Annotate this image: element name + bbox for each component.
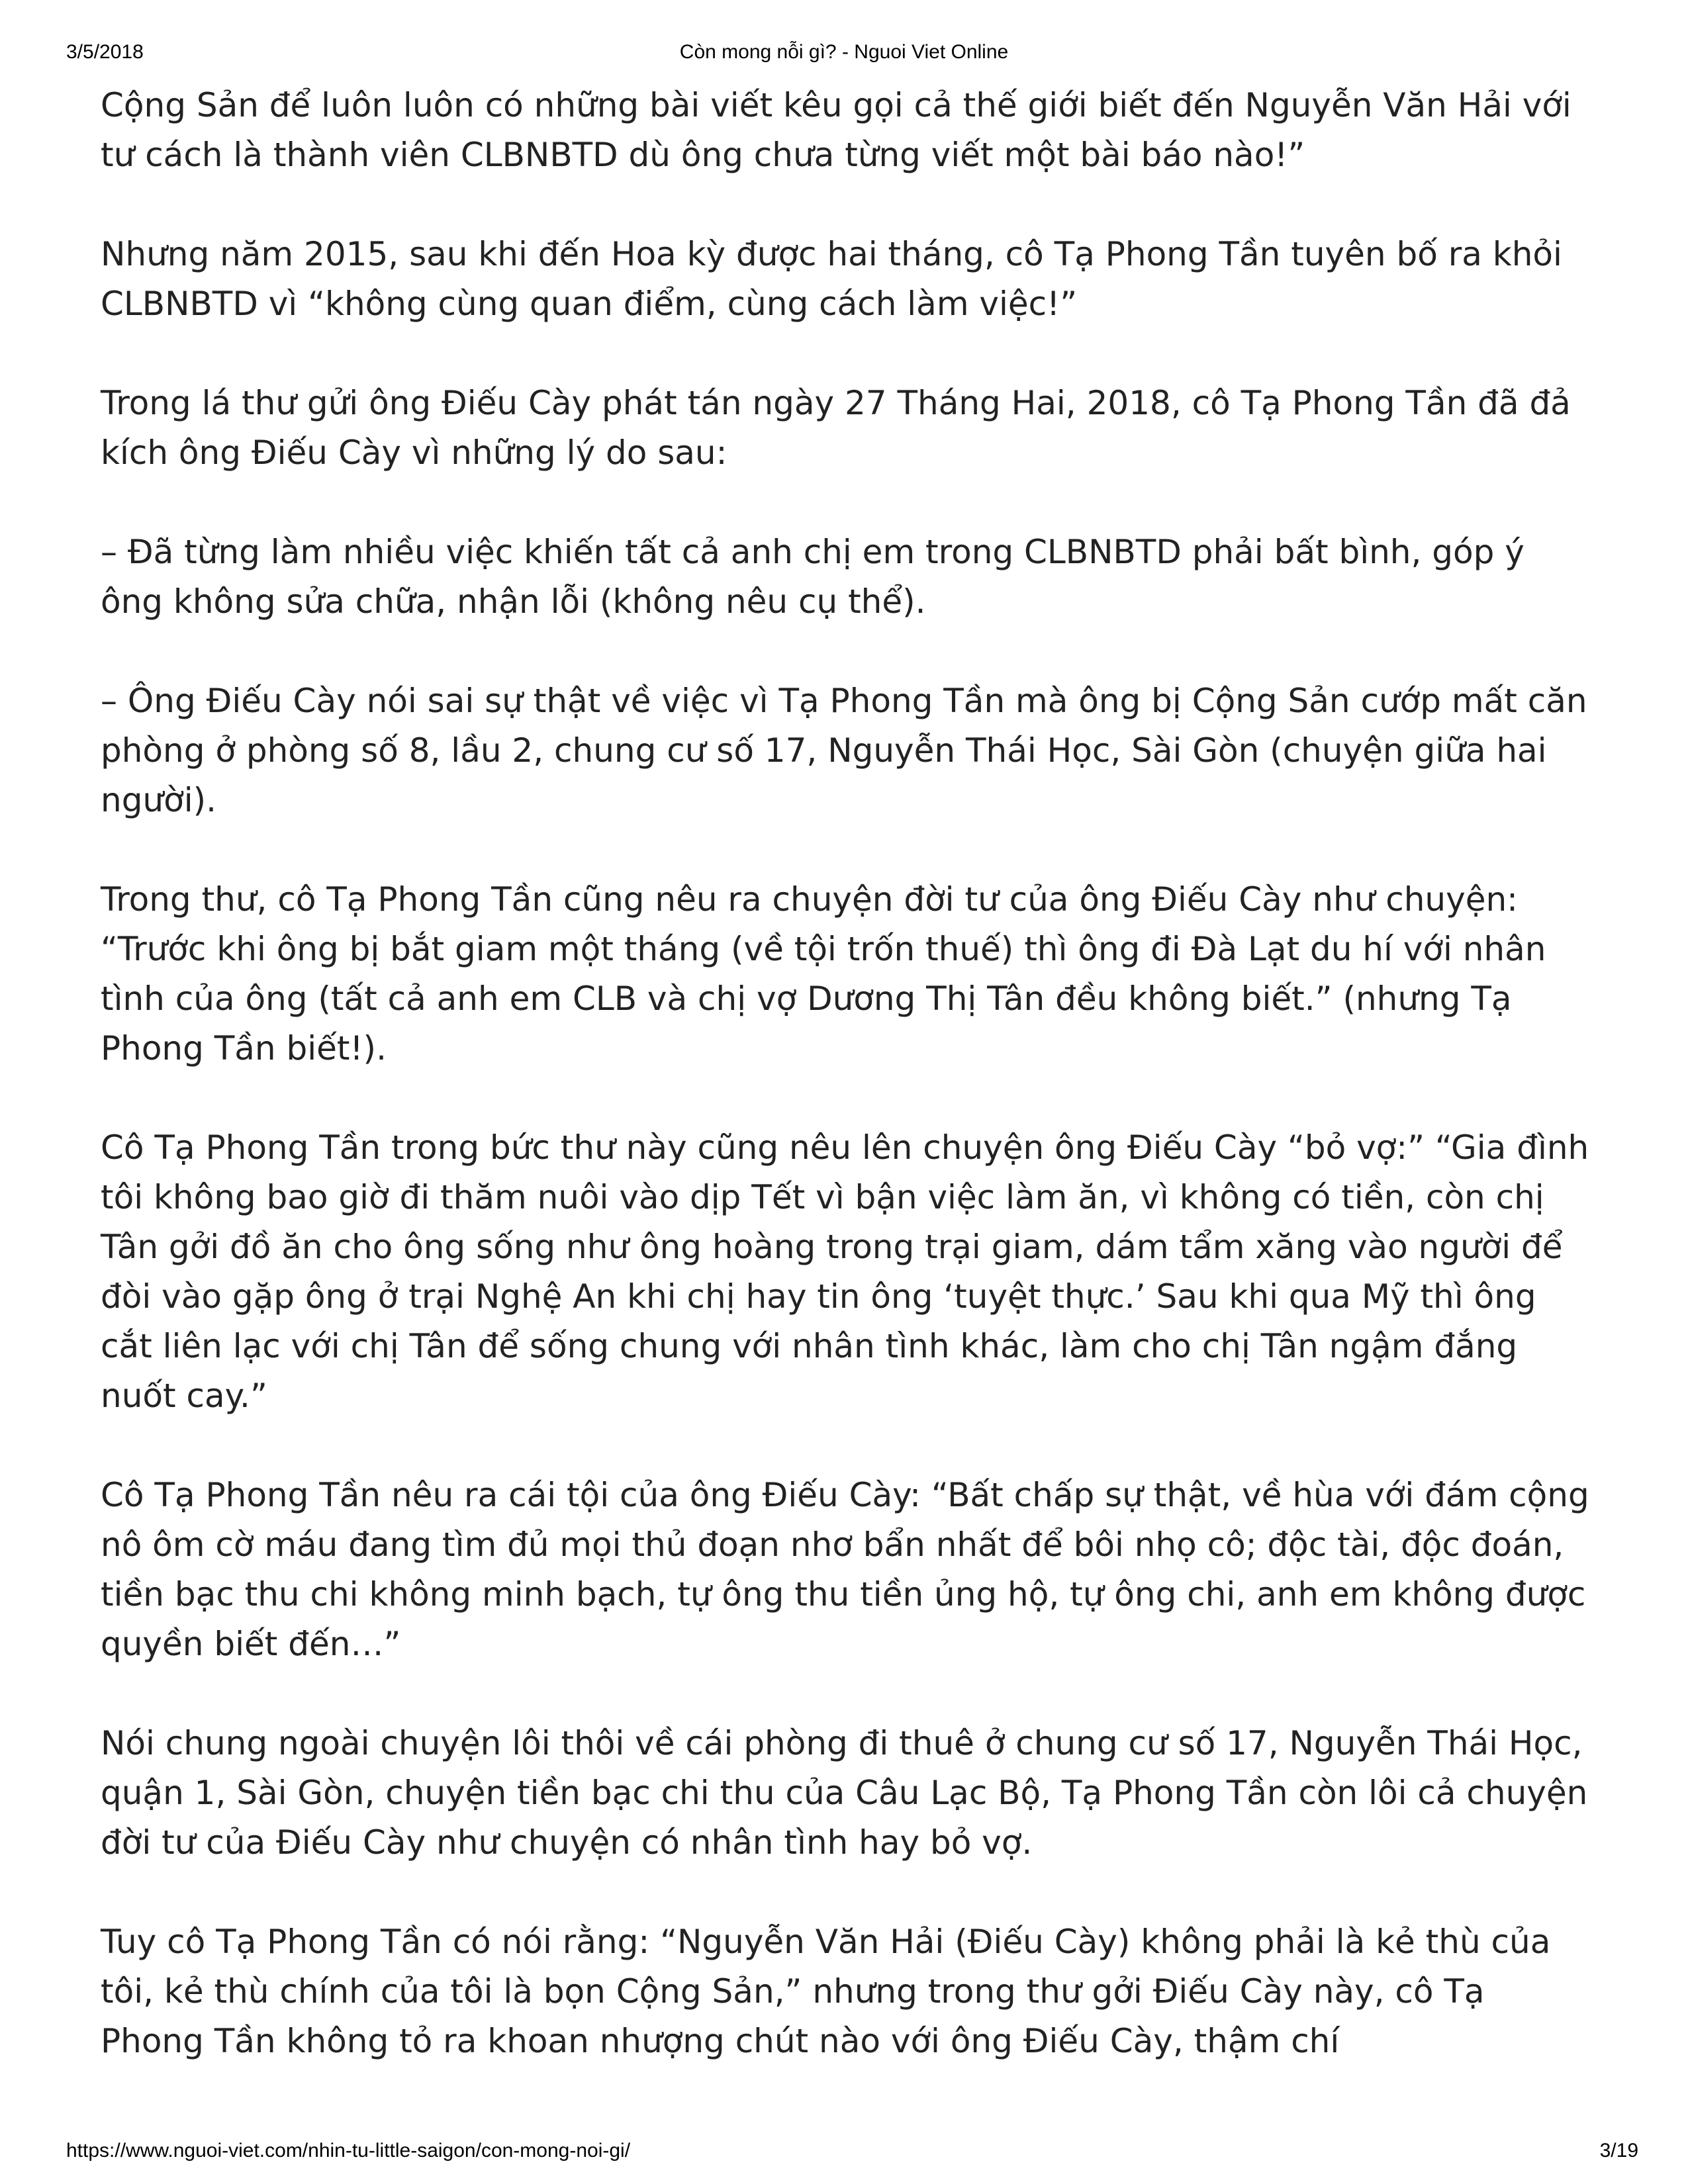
print-date: 3/5/2018	[66, 41, 144, 63]
page-number: 3/19	[1599, 2140, 1638, 2161]
print-header	[0, 41, 1688, 68]
print-footer	[0, 2140, 1688, 2166]
article-body	[101, 81, 1597, 2116]
page-url: https://www.nguoi-viet.com/nhin-tu-little-saigon/con-mong-noi-gi/	[66, 2140, 631, 2161]
article-paragraph: Cô Tạ Phong Tần trong bức thư này cũng nêu lên chuyện ông Điếu Cày “bỏ vợ:” “Gia đình tôi không bao giờ đi thăm nuôi vào dịp Tết vì bận việc làm ăn, vì không có tiền, còn chị Tân gởi đồ ăn cho ông sống như ông hoàng trong trại giam, dám tẩm xăng vào người để đòi vào gặp ông ở trại Nghệ An khi chị hay tin ông ‘tuyệt thực.’ Sau khi qua Mỹ thì ông cắt liên lạc với chị Tân để sống chung với nhân tình khác, làm cho chị Tân ngậm đắng nuốt cay.”	[101, 1128, 1589, 1415]
article-paragraph: – Ông Điếu Cày nói sai sự thật về việc vì Tạ Phong Tần mà ông bị Cộng Sản cướp mất căn phòng ở phòng số 8, lầu 2, chung cư số 17, Nguyễn Thái Học, Sài Gòn (chuyện giữa hai người).	[101, 682, 1587, 819]
article-paragraph: Nói chung ngoài chuyện lôi thôi về cái phòng đi thuê ở chung cư số 17, Nguyễn Thái Học, quận 1, Sài Gòn, chuyện tiền bạc chi thu của Câu Lạc Bộ, Tạ Phong Tần còn lôi cả chuyện đời tư của Điếu Cày như chuyện có nhân tình hay bỏ vợ.	[101, 1724, 1588, 1862]
article-paragraph: Nhưng năm 2015, sau khi đến Hoa kỳ được hai tháng, cô Tạ Phong Tần tuyên bố ra khỏi CLBNBTD vì “không cùng quan điểm, cùng cách làm việc!”	[101, 235, 1562, 323]
page-title: Còn mong nỗi gì? - Nguoi Viet Online	[679, 41, 1009, 63]
article-paragraph: Cô Tạ Phong Tần nêu ra cái tội của ông Điếu Cày: “Bất chấp sự thật, về hùa với đám cộng nô ôm cờ máu đang tìm đủ mọi thủ đoạn nhơ bẩn nhất để bôi nhọ cô; độc tài, độc đoán, tiền bạc thu chi không minh bạch, tự ông thu tiền ủng hộ, tự ông chi, anh em không được quyền biết đến…”	[101, 1476, 1589, 1663]
article-paragraph: Tuy cô Tạ Phong Tần có nói rằng: “Nguyễn Văn Hải (Điếu Cày) không phải là kẻ thù của tôi, kẻ thù chính của tôi là bọn Cộng Sản,” nhưng trong thư gởi Điếu Cày này, cô Tạ Phong Tần không tỏ ra khoan nhượng chút nào với ông Điếu Cày, thậm chí	[101, 1923, 1551, 2060]
article-paragraph: Trong lá thư gửi ông Điếu Cày phát tán ngày 27 Tháng Hai, 2018, cô Tạ Phong Tần đã đả kích ông Điếu Cày vì những lý do sau:	[101, 384, 1571, 472]
article-paragraph: Cộng Sản để luôn luôn có những bài viết kêu gọi cả thế giới biết đến Nguyễn Văn Hải với tư cách là thành viên CLBNBTD dù ông chưa từng viết một bài báo nào!”	[101, 86, 1571, 174]
article-paragraph: Trong thư, cô Tạ Phong Tần cũng nêu ra chuyện đời tư của ông Điếu Cày như chuyện: “Trước khi ông bị bắt giam một tháng (về tội trốn thuế) thì ông đi Đà Lạt du hí với nhân tình của ông (tất cả anh em CLB và chị vợ Dương Thị Tân đều không biết.” (nhưng Tạ Phong Tần biết!).	[101, 880, 1546, 1068]
article-paragraph: – Đã từng làm nhiều việc khiến tất cả anh chị em trong CLBNBTD phải bất bình, góp ý ông không sửa chữa, nhận lỗi (không nêu cụ thể).	[101, 533, 1524, 621]
